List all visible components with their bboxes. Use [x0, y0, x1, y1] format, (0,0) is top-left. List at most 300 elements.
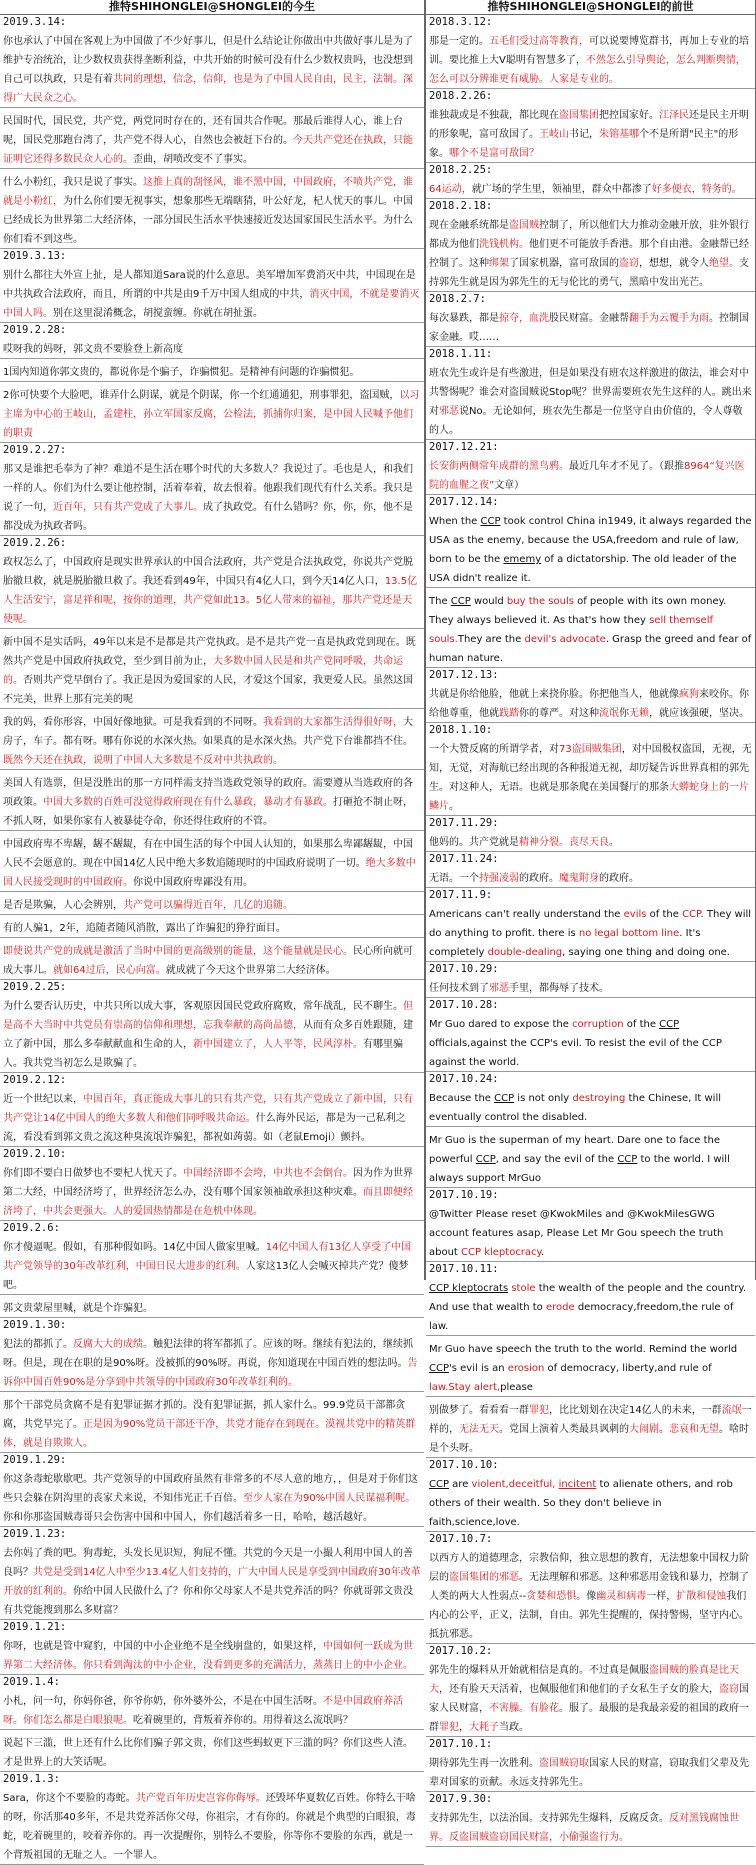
left-entry — [0, 249, 424, 323]
highlighted-text: 而且即便经济垮了，中共会更强大。人的爱国热情都是在危机中体现。 — [3, 1187, 413, 1217]
text-segment: of democracy, liberty,and rule of — [544, 1363, 712, 1374]
highlighted-text: 流氓 — [599, 708, 619, 719]
highlighted-text: 我看到的大家都生活得很好呀， — [263, 717, 403, 728]
highlighted-text: 今天共产党还在执政，只能证明它还得多数民众人心的。 — [3, 135, 413, 165]
left-entry — [0, 1392, 424, 1453]
highlighted-text: 不是中国政府养活呀。你们怎么都是白眼狼呢。 — [3, 1696, 403, 1726]
highlighted-text: 流氓 — [721, 1405, 742, 1416]
right-entry — [426, 1336, 755, 1397]
entry-date: 2018.1.10: — [429, 724, 493, 736]
entry-text — [3, 383, 421, 440]
right-entry — [426, 1072, 755, 1127]
left-entry — [0, 1675, 424, 1730]
highlighted-text: 盗国贼 — [509, 220, 539, 231]
text-segment: 你们即不要白日做梦也不要杞人忧天了。 — [3, 1168, 183, 1179]
entry-text — [3, 630, 421, 706]
entry-date: 2018.2.25: — [429, 164, 493, 176]
entry-date: 2017.11.24: — [429, 853, 499, 865]
left-entry — [0, 1318, 424, 1392]
text-segment: 吃着碗里的，背叛着养你的。用得着这么流氓吗？ — [133, 1715, 353, 1726]
entry-text — [3, 994, 421, 1070]
text-segment: took control China in1949, it always regarded the USA as the enemy, because the USA,freedom and rule of law, born to be the — [429, 516, 752, 565]
entry-text — [429, 1086, 752, 1124]
highlighted-text: 即使说共产党的成就是激活了当时中国的更高级别的能量，这个能量就是民心。 — [3, 946, 353, 957]
text-segment: 别做梦了。看看看一群 — [429, 1405, 529, 1416]
entry-date: 2019.3.14: — [3, 16, 67, 28]
entry-date: 2017.10.24: — [429, 1073, 499, 1085]
text-segment: 政权怎么了，中国政府是现实世界承认的中国合法政府，共产党是合法执政党，你说共产党脱胎撤旦救，就是脱胎撤旦救了。我还看到49年，中国只有4亿人口，到今天14亿人口， — [3, 557, 413, 587]
text-segment: 什么海外民运，都是为一己私利之流，看没看到郭文贵之流这种臭流氓诈骗犯，都祝如蒟蒻。如（老鼠Emoji）颤抖。 — [3, 1113, 406, 1143]
text-segment: 就成就了今天这个世界第二大经济体。 — [165, 965, 336, 976]
text-segment: 。 — [659, 1424, 669, 1435]
highlighted-text: 就如64过后，民心向富。 — [53, 965, 166, 976]
entry-text — [429, 103, 752, 160]
text-segment: The — [429, 596, 451, 607]
entry-date: 2017.12.13: — [429, 669, 499, 681]
highlighted-text: 五毛们受过高等教育， — [489, 36, 589, 47]
text-segment: 还毁坏华夏数亿百姓。你特么干啥的呀，你活那40多年，不是共党养活你父母，你祖宗，才有你的。你就是个典型的白眼狼，毒蛇，吃着碗里的，咬着养你的。再一次提醒你，别特么不要脸，你等你不要脸的东西，就是一个背叛祖国的无耻之人。一个罪人。 — [3, 1793, 416, 1861]
highlighted-text: sell themself souls. — [429, 615, 713, 645]
entry-text — [429, 682, 752, 720]
text-segment: Because the — [429, 1093, 495, 1104]
text-segment: 书记， — [569, 129, 599, 140]
highlighted-text: double-dealing — [487, 947, 563, 958]
entry-date: 2017.10.2: — [429, 1645, 493, 1657]
text-segment: 去你妈了粪的吧。狗毒蛇，头发长见识短，狗屁不懂。共党的今天是一小撮人利用中国人的善良吗？ — [3, 1548, 413, 1578]
text-segment: 可以说要博览群书，再加上专业的培训。要比推上大V聪明有智慧多了， — [429, 36, 749, 66]
highlighted-text: 掠夺，血洗 — [499, 313, 549, 324]
text-segment: 谁独裁或是不独裁，都比现在 — [429, 110, 559, 121]
text-segment: 手里，都侮辱了技术。 — [509, 983, 609, 994]
right-entry — [426, 852, 755, 888]
entry-text — [3, 1786, 421, 1862]
highlighted-text: buy the souls — [506, 596, 574, 607]
highlighted-text: 14亿中国人有13亿人享受了中国共产党领导的30年改革红利，中国日民大进步的红利。 — [3, 1242, 412, 1272]
text-segment: the Chinese, It will eventually control the disabled. — [429, 1093, 722, 1123]
highlighted-text: 但是高不大当时中共党员有崇高的信仰和理想，忘我奉献的高尚品德， — [3, 1001, 413, 1031]
highlighted-text: 洗钱机构。 — [479, 239, 529, 250]
highlighted-text: 绝望。 — [709, 258, 739, 269]
highlighted-text: 盗国集团的邪恶 — [449, 1572, 519, 1583]
text-segment: 把控国家好。 — [599, 110, 659, 121]
right-entry — [426, 292, 755, 347]
text-segment: Americans can't really understand the — [429, 909, 624, 920]
text-segment: Sara，你这个不要脸的毒蛇。 — [3, 1793, 136, 1804]
text-segment: 股民财富。金融帮 — [549, 313, 629, 324]
text-segment: 你才傻逼呢。假如，有那种假如吗。14亿中国人做家里喊。 — [3, 1242, 266, 1253]
highlighted-text: 13.5亿人生活安宁，富足祥和呢，按你的道理，共产党如此13。5亿人带来的福祉，那共产党还是天使呢。 — [3, 576, 418, 625]
text-segment: 来咬你。你给他尊重，他就 — [429, 689, 749, 719]
highlighted-text: CCP — [682, 909, 701, 920]
highlighted-text: 盗窃 — [619, 258, 639, 269]
entry-text — [429, 1276, 752, 1333]
entry-text — [3, 1634, 421, 1672]
entry-date: 2019.2.25: — [3, 981, 67, 993]
highlighted-text: 无法无天 — [459, 1424, 499, 1435]
text-segment: 民国时代，国民党，共产党，两党同时存在的，还有国共合作呢。那最后谁得人心，谁上台呢，国民党那跑台湾了，共产党不得人心，自然也会被赶下台的。 — [3, 116, 403, 146]
highlighted-text: 无赖 — [629, 708, 649, 719]
text-segment: 成了执政党。有什么错吗？你，你，你，他不是都没成为执政者吗。 — [3, 502, 413, 532]
entry-date: 2017.12.21: — [429, 441, 499, 453]
text-segment: of people with its own money. They always believed it. As that's how they — [429, 596, 727, 626]
highlighted-text: 以习主席为中心的王岐山，孟建柱，孙立军国家反腐，公检法，抓捕你归案，是中国人民喊予他们的职责 — [3, 390, 420, 439]
text-segment: 国家人民的财富，窃取我们父辈及先辈对国家的贡献。永远支持郭先生。 — [429, 1758, 749, 1788]
right-entry — [426, 1644, 755, 1737]
text-segment: would — [470, 596, 507, 607]
highlighted-text: 64运动， — [429, 184, 472, 195]
entry-text — [3, 29, 421, 105]
right-entry — [426, 816, 755, 852]
text-segment: ，比比划划在决定14亿人的未来，一群 — [549, 1405, 722, 1416]
text-segment: 的政府。 — [599, 873, 639, 884]
text-segment: CCP — [659, 1019, 680, 1030]
left-entry — [0, 1527, 424, 1620]
text-segment: Mr Guo dared to expose the — [429, 1019, 573, 1030]
entry-date: 2019.1.29: — [3, 1454, 67, 1466]
text-segment: of the — [646, 909, 683, 920]
highlighted-text: 好多便衣，特务的。 — [651, 184, 742, 195]
entry-date: 2019.2.26: — [3, 537, 67, 549]
highlighted-text: 消灭中国，不就是要消灭中国人吗。 — [3, 289, 420, 319]
text-segment: 你也承认了中国在客观上为中国做了不少好事儿，但是什么结论让你做出中共做好事儿是为了维护专治统治，让少数权贵获得垄断利益，中共开始的时候可没有什么少数权贵吗，也没想到自己可以执政，只是有着 — [3, 36, 413, 85]
entry-text — [429, 213, 752, 289]
text-segment: democracy,freedom,the rule of law. — [429, 1302, 734, 1332]
entry-text — [3, 893, 421, 912]
text-segment: ，还有脸天天活着，也佩服他们和他们的子女私生子女的脸大， — [439, 1684, 719, 1695]
entry-text — [3, 1393, 421, 1450]
text-segment: to alienate others, and rob others of their wealth. So they don't believe in faith,science,love. — [429, 1479, 733, 1528]
highlighted-text: incitent — [558, 1479, 597, 1490]
entry-text — [3, 1467, 421, 1524]
highlighted-text: 长安街两侧常年成群的黑鸟鸦。 — [429, 461, 569, 472]
entry-date: 2017.11.9: — [429, 889, 493, 901]
highlighted-text: destroying — [572, 1093, 626, 1104]
highlighted-text: law.Stay alert, — [429, 1382, 501, 1393]
text-segment: 你给中国人民做什么了？你和你父母家人不是共党养活的吗？你就哥郭文贵没有共党能搜到那么多财富？ — [3, 1586, 413, 1616]
entry-text — [3, 939, 421, 977]
highlighted-text: 中国如何一跃成为世界第二大经济体。你只看到淘汰的中小企业，没看到更多的充满活力，蒸蒸日上的中小企业。 — [3, 1641, 413, 1671]
text-segment: 的政府。 — [519, 873, 559, 884]
text-segment: 那个干部党员贪腐不是有犯罪证据才抓的。没有犯罪证据，抓人家什么。99.9党员干部都贪腐，共党早完了。 — [3, 1400, 406, 1430]
entry-date: 2019.3.13: — [3, 250, 67, 262]
highlighted-text: 绑架 — [489, 258, 509, 269]
left-entry — [0, 1772, 424, 1865]
text-segment: 别什么都往大外宣上扯，是人都知道Sara说的什么意思。美军增加军费消灭中共，中国现在是中共执政合法政府，而且，所谓的中共是由9千万中国人组成的中共， — [3, 270, 416, 300]
right-entry — [426, 1262, 755, 1336]
highlighted-text: 新中国建立了，人人平等，民风淳朴。 — [193, 1039, 363, 1050]
highlighted-text: 不然怎么引导舆论，怎么判断舆情，怎么可以分辨谁更有威胁。人家是专业的。 — [429, 55, 746, 85]
text-segment: 一样的， — [429, 1405, 752, 1435]
highlighted-text: erosion — [507, 1363, 545, 1374]
entry-text — [429, 1806, 752, 1844]
right-entry — [426, 89, 755, 163]
highlighted-text: 罪犯 — [529, 1405, 549, 1416]
entry-text — [3, 1161, 421, 1218]
highlighted-text: 疯狗 — [679, 689, 699, 700]
highlighted-text: 践踏 — [499, 708, 519, 719]
text-segment: 一样， — [646, 1591, 677, 1602]
right-entry — [426, 495, 755, 588]
text-segment: 他妈的。共产党就是 — [429, 837, 519, 848]
text-segment: 2你可快要个大脸吧，谁弄什么阴谋，就是个阴谋，你一个红通通犯，刑事罪犯，盗国贼， — [3, 390, 400, 401]
text-segment: Mr Guo have speech the truth to the world. Remind the world — [429, 1344, 738, 1355]
entry-text — [3, 771, 421, 828]
text-segment: 最近几年才不见了。（跟推 — [569, 461, 684, 472]
right-entry — [426, 668, 755, 723]
text-segment: 那又是谁把毛奉为了神？难道不是生活在哪个时代的大多数人？我说过了。毛也是人，和我们一样的人。你们为什么要让他控制，活着奉着，故去恨着。他跟我们现代有什么关系。我只是说了一句， — [3, 464, 413, 513]
highlighted-text: 至少人家在为90%中国人民谋福利呢。 — [243, 1493, 416, 1504]
entry-date: 2019.1.3: — [3, 1773, 60, 1785]
right-entry — [426, 1792, 755, 1847]
left-entry — [0, 1147, 424, 1221]
highlighted-text: 精神分裂。丧尽天良 — [519, 837, 609, 848]
highlighted-text: violent,deceitful, — [471, 1479, 559, 1490]
entry-text — [3, 457, 421, 533]
highlighted-text: 大多数中国人民是和共产党同呼吸，共命运的。 — [3, 656, 403, 686]
entry-date: 2019.1.4: — [3, 1676, 60, 1688]
text-segment: 你呀，也就是管中窥豹，中国的中小企业绝不是全线崩盘的，如果这样， — [3, 1641, 323, 1652]
text-segment: , saying one thing and doing one. — [562, 947, 730, 958]
left-entry — [0, 1620, 424, 1675]
text-segment: 为什么要否认历史，中共只所以成大事，客观原因国民党政府腐败，常年战乱，民不聊生。 — [3, 1001, 403, 1012]
left-entry — [0, 1221, 424, 1295]
right-entry — [426, 1737, 755, 1792]
left-entry — [0, 169, 424, 249]
entry-date: 2017.10.11: — [429, 1263, 499, 1275]
entry-text — [429, 902, 752, 959]
entry-date: 2018.1.11: — [429, 348, 493, 360]
entry-date: 2019.2.12: — [3, 1074, 67, 1086]
text-segment: 说起下三滥，世上还有什么比你们骗子郭文贵，你们这些蚂蚁更下三滥的吗？你们这些人渣。才是世界上的大笑话呢。 — [3, 1738, 413, 1768]
entry-text — [429, 589, 752, 665]
entry-text — [3, 170, 421, 246]
entry-date: 2018.3.12: — [429, 16, 493, 28]
text-segment: of the — [623, 1019, 660, 1030]
left-entry — [0, 770, 424, 831]
entry-text — [3, 337, 421, 356]
text-segment: . Grasp the greed and fear of human nature. — [429, 634, 752, 664]
text-segment: officials,against the CCP's evil. To resist the evil of the CCP against the world. — [429, 1038, 722, 1068]
text-segment: When the — [429, 516, 481, 527]
text-segment: 你和你那盗国贼毒哥只会伤害中国和中国人，你们越活着多一日，哈哈，越活越好。 — [3, 1512, 373, 1523]
text-segment: 's evil is an — [449, 1363, 508, 1374]
entry-text — [429, 509, 752, 585]
highlighted-text: 江泽民 — [659, 110, 689, 121]
text-segment: 1国内知道你郭文贵的，都说你是个骗子，诈骗惯犯。是精神有问题的诈骗惯犯。 — [3, 367, 360, 378]
text-segment: of a dictatorship. The old leader of the USA didn't realize it. — [429, 554, 737, 584]
entry-text — [429, 1751, 752, 1789]
right-entry — [426, 1127, 755, 1188]
highlighted-text: 中国百年，真正能成大事儿的只有共产党，只有共产党成立了新中国，只有共产党让14亿中国人的绝大多数人和他们同呼吸共命运。 — [3, 1094, 413, 1124]
highlighted-text: 悲哀和无望 — [669, 1424, 719, 1435]
highlighted-text: stole — [511, 1283, 536, 1294]
text-segment: 歪曲，胡喷改变不了事实。 — [133, 154, 253, 165]
highlighted-text: 绝大多数中国人民接受现时的中国政府。 — [3, 858, 416, 888]
highlighted-text: 贪婪和恐惧 — [526, 1591, 577, 1602]
text-segment: 以西方人的道德理念，宗教信仰，独立思想的教育，无法想象中国权力阶层的 — [429, 1553, 749, 1583]
text-segment: 别在这里混淆概念，胡搅蛮缠。你就在胡扯蛋。 — [53, 308, 263, 319]
highlighted-text: 罪犯 — [439, 1722, 459, 1733]
highlighted-text: 中国经济即不会垮，中共也不会倒台。 — [183, 1168, 353, 1179]
text-segment: 我的妈，看你形容，中国好像地狱。可是我看到的不同呀。 — [3, 717, 263, 728]
highlighted-text: 共党是受到14亿人中至少13.4亿人们支持的，广大中国人民是享受到中国政府30年改革开放的红利的。 — [3, 1567, 421, 1597]
text-segment: 什么小粉红，我只是说了事实。 — [3, 177, 143, 188]
text-segment: 为什么你们要无视事实，想象那些无端瞎猜，叶公好龙，杞人忧天的事儿。中国已经成长为世界第二大经济体，一部分国民生活水平快速接近发达国家国民生活水平。为什么你们看不到这些。 — [3, 196, 413, 245]
text-segment: 国家人民财富， — [429, 1684, 749, 1714]
highlighted-text: 共产党百年历史岂容你侮辱。 — [135, 1793, 266, 1804]
text-segment: please — [500, 1382, 533, 1393]
entry-text — [429, 1398, 752, 1455]
entry-text — [429, 1202, 752, 1259]
text-segment: 班农先生或许是有些激进，但是如果没有班农这样激进的做法，谁会对中共警惕呢？谁会对盗国贼说Stop呢？世界需要班农先生这样的人。跳出来对 — [429, 368, 752, 417]
text-segment: 中国政府卑不卑龌，龌不龌龊，有在中国生活的每个中国人认知的，如果那么卑鄙龌龊，中国人民不会愿意的。现在中国14亿人民中绝大多数追随现时的中国政府说明了一切。 — [3, 839, 413, 869]
text-segment: Mr Guo is the superman of my heart. Dare one to face the powerful — [429, 1135, 721, 1165]
text-segment: , and say the evil of the — [495, 1154, 618, 1165]
entry-text — [3, 263, 421, 320]
text-segment: are — [449, 1479, 472, 1490]
text-segment: 。无法理解和邪恶。这种邪恶用金钱和暴力，控制了人类的两大人性弱点-- — [429, 1572, 749, 1602]
entry-text — [429, 737, 752, 813]
entry-date: 2019.2.6: — [3, 1222, 60, 1234]
right-column-title: 推特SHIHONGLEI@SHONGLEI的前世 — [426, 0, 755, 15]
text-segment: 从而有众多百姓跟随，建立了新中国，那么多奉献献血和生命的人， — [3, 1020, 413, 1050]
text-segment: CCP — [429, 1479, 449, 1490]
highlighted-text: 反腐大大的成绩。 — [73, 1339, 153, 1350]
text-segment: 。啥时是个头呀。 — [429, 1424, 749, 1454]
entry-text — [3, 1541, 421, 1617]
right-entry — [426, 15, 755, 89]
entry-text — [429, 830, 752, 849]
highlighted-text: 共同的理想，信念，信仰，也是为了中国人民自由，民主，法制。深得广大民众之心。 — [3, 74, 413, 104]
entry-date: 2017.10.28: — [429, 999, 499, 1011]
text-segment: 因为作为世界第二大经，中国经济垮了，世界经济怎么办，没有哪个国家领袖敢承担这种灾难。 — [3, 1168, 413, 1198]
highlighted-text: 朱镕基哪 — [599, 129, 639, 140]
text-segment: 犯法的都抓了。 — [3, 1339, 73, 1350]
text-segment: 你的尊严。对这种 — [519, 708, 599, 719]
text-segment: 郭先生的爆料从开始就相信是真的。不过真是佩服 — [429, 1665, 649, 1676]
entry-text — [429, 1546, 752, 1641]
text-segment: 你这条毒蛇歇歇吧。共产党领导的中国政府虽然有非常多的不尽人意的地方，，但是对于你们这些只会躲在阴沟里的丧家犬来说，不知伟光正千百倍。 — [3, 1474, 418, 1504]
left-entry — [0, 382, 424, 443]
left-entry — [0, 15, 424, 108]
highlighted-text: 翻手为云覆手为雨 — [629, 313, 709, 324]
text-segment: to the world. I will always support MrGuo — [429, 1154, 730, 1184]
text-segment: 期待郭先生再一次胜利。 — [429, 1758, 539, 1769]
text-segment: CCP — [617, 1154, 638, 1165]
entry-text — [3, 916, 421, 935]
right-entry — [426, 1188, 755, 1262]
entry-text — [429, 976, 752, 995]
entry-text — [429, 361, 752, 437]
entry-text — [429, 1128, 752, 1185]
left-entries — [0, 15, 424, 1865]
entry-text — [3, 1332, 421, 1389]
entry-text — [429, 177, 752, 196]
text-segment: 一个大赞反腐的所谓学者，对 — [429, 744, 559, 755]
highlighted-text: 既然今天还在执政，说明了中国人大多数是不反对中共执政的。 — [3, 755, 283, 766]
text-segment: 。服了。最服的是我最亲爱的祖国的政府一群 — [429, 1703, 749, 1733]
text-segment: 。控制国家金融。哎…… — [429, 313, 749, 343]
text-segment: 共就是你给他脸，他就上来挠你脸。你把他当人，他就像 — [429, 689, 679, 700]
right-column — [425, 0, 756, 1843]
highlighted-text: 大耗子 — [469, 1722, 499, 1733]
highlighted-text: 共产党可以骗得近百年，几亿的追随。 — [123, 900, 293, 911]
text-segment: 触犯法律的将军都抓了。应该的呀。继续有犯法的，继续抓呀。但是，现在在职的是90%呀。没被抓的90%呀。再说，你知道现在中国百姓的想法吗。 — [3, 1339, 413, 1369]
entry-text — [429, 1472, 752, 1529]
text-segment: 打砸抢不制止呀，不抓人呀，如果你家有人被暴徒夺命，你还得住政府的不管。 — [3, 797, 413, 827]
right-entry — [426, 440, 755, 495]
highlighted-text: 73盗国贼集团 — [559, 744, 622, 755]
text-segment: CCP — [450, 596, 471, 607]
entry-text — [429, 866, 752, 885]
text-segment: 。党国上演着人类最具讽刺的 — [499, 1424, 629, 1435]
left-entry — [0, 1453, 424, 1527]
text-segment: the wealth of the people and the country. And use that wealth to — [429, 1283, 747, 1313]
text-segment: 现在金融系统都是 — [429, 220, 509, 231]
text-segment: is not only — [514, 1093, 573, 1104]
entry-text — [3, 710, 421, 767]
text-segment: CCP — [494, 1093, 515, 1104]
highlighted-text: 正是因为90%党员干部还干净，共党才能存在到现在。漠视共党中的精英群体，就是自欺欺人。 — [3, 1419, 416, 1449]
text-segment: 否则共产党早倒台了。我正是因为爱国家的人民，才爱这个国家，我更爱人民。虽然这国不完美，世界上那有完美的呢 — [3, 675, 413, 705]
entry-text — [429, 1337, 752, 1394]
text-segment: 人家这13亿人会喊灭掉共产党？傻梦吧。 — [3, 1261, 409, 1291]
highlighted-text: 8964“复兴医院的血腥之夜” — [429, 461, 745, 491]
highlighted-text: 邪恶 — [489, 983, 509, 994]
entry-date: 2017.10.1: — [429, 1738, 493, 1750]
text-segment: 是否是欺骗，人心会辨别， — [3, 900, 123, 911]
entry-text — [3, 1731, 421, 1769]
right-entry — [426, 962, 755, 998]
text-segment: 还是民主开明的形象呢，富可敌国了。 — [429, 110, 749, 140]
left-entry — [0, 323, 424, 359]
text-segment: 你 — [619, 708, 629, 719]
left-entry — [0, 443, 424, 536]
text-segment: 美国人有选票，但是没胜出的那一方同样需支持当选政党领导的政府。需要遵从当选政府的各项政策。 — [3, 778, 413, 808]
text-segment: 。 — [449, 801, 459, 812]
text-segment: @Twitter Please reset @KwokMiles and @KwokMilesGWG account features asap, Please Let Mr Gou speech the truth about — [429, 1209, 724, 1258]
text-segment: 大房子，车子。都有呀。哪有你说的水深火热。如果真的是水深火热。共产党下台谁都挡不住。 — [3, 717, 413, 747]
entry-date: 2019.1.21: — [3, 1621, 67, 1633]
left-entry — [0, 1295, 424, 1318]
text-segment: 就广场的学生里，领袖里，群众中都渗了 — [471, 184, 652, 195]
entry-text — [3, 1296, 421, 1315]
highlighted-text: 持强凌弱 — [479, 873, 519, 884]
entry-date: 2017.11.29: — [429, 817, 499, 829]
entry-date: 2019.2.28: — [3, 324, 67, 336]
entry-date: 2017.12.14: — [429, 496, 499, 508]
entry-date: 2019.2.27: — [3, 444, 67, 456]
left-entry — [0, 359, 424, 382]
right-entry — [426, 1532, 755, 1644]
right-entry — [426, 998, 755, 1072]
text-segment: 每次暴跌，都是 — [429, 313, 499, 324]
entry-text — [3, 360, 421, 379]
text-segment: They are the — [457, 634, 525, 645]
entry-date: 2019.1.23: — [3, 1528, 67, 1540]
entry-date: 2017.10.19: — [429, 1189, 499, 1201]
right-entry — [426, 199, 755, 292]
text-segment: 有的人骗1，2年，追随者随风消散，露出了诈骗犯的狰狞面目。 — [3, 923, 286, 934]
highlighted-text: evils — [623, 909, 647, 920]
text-segment: 你说中国政府卑鄙没有用。 — [133, 877, 253, 888]
text-segment: 文章） — [494, 480, 525, 491]
text-segment: CCP — [475, 1154, 496, 1165]
text-segment: 哎呀我的妈呀，郭文贵不要脸登上新高度 — [3, 344, 183, 355]
text-segment: 支持郭先生，以法治国。支持郭先生爆料，反腐反贪。 — [429, 1813, 669, 1824]
text-segment: . They will do anything to profit. there is — [429, 909, 752, 939]
entry-text — [429, 29, 752, 86]
